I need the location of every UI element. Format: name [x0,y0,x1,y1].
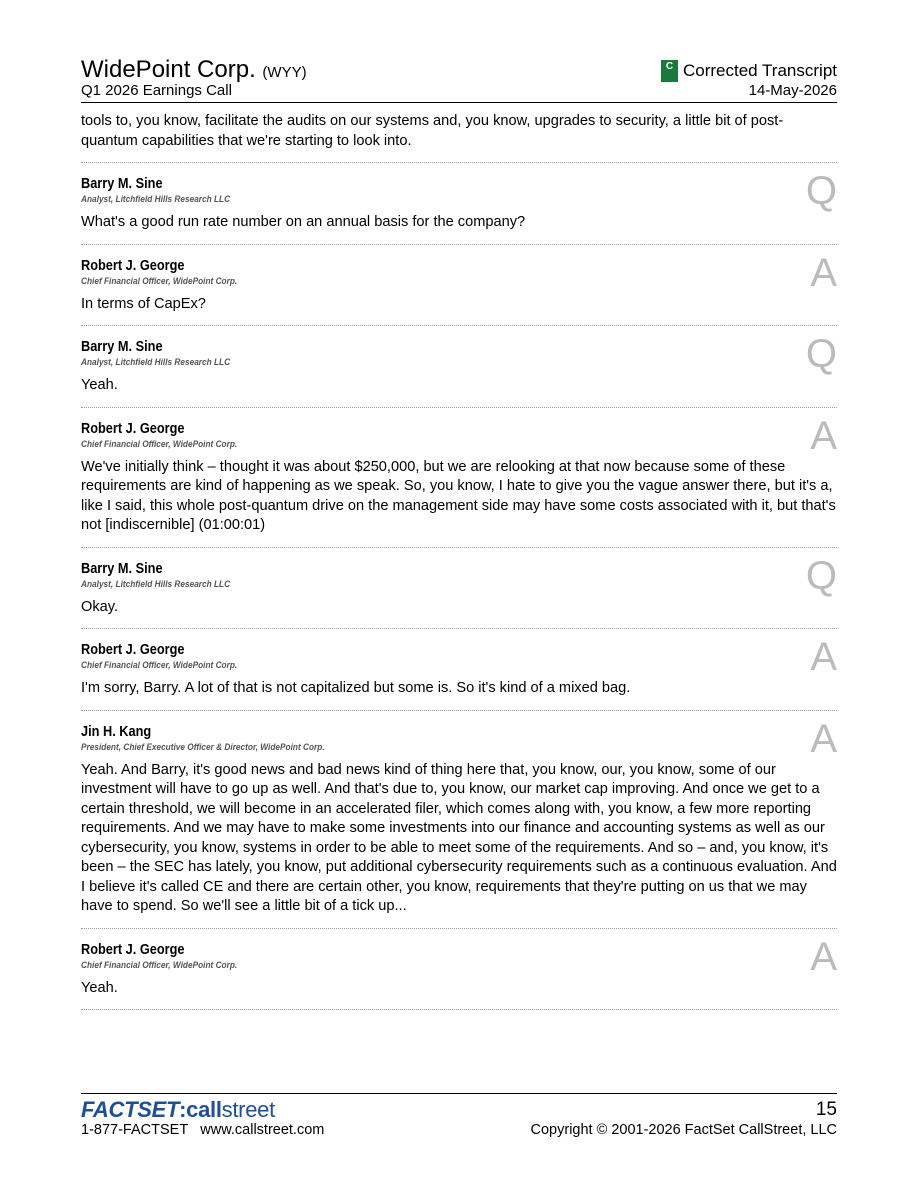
speaker-name: Robert J. George [81,642,185,658]
question-marker: Q [805,553,837,598]
call-date: 14-May-2026 [748,82,837,99]
section-divider [81,325,837,326]
section-divider [81,628,837,629]
speaker-name: Robert J. George [81,420,185,437]
qa-turn [81,934,837,999]
speaker-name: Barry M. Sine [81,560,163,577]
qa-turn [81,635,837,699]
speaker-name: Barry M. Sine [81,339,163,355]
page-header [81,56,837,102]
section-divider [81,547,837,548]
turn-text: Yeah. And Barry, it's good news and bad news kind of thing here that, you know, our, you know, some of our investment will have to go up as well. And that's due to, you know, our market cap improving. And once we get to a certain threshold, we will become in an accelerated filer, which comes along with, you know, a few more reporting requirements. And we may have to make some investments into our finance and accounting systems as well as our cybersecurity, you know, systems in order to be able to meet some of the requirements. And so – and, you know, it's been – the SEC has lately, you know, put additional cybersecurity requirements such as a continuous evaluation. And I believe it's called CE and there are certain other, you know, requirements that they're putting on us that we may have to spend. So we'll see a little bit of a tick up... [81,761,837,914]
answer-marker: A [810,413,837,458]
page-number: 15 [815,1099,837,1120]
speaker-role: Analyst, Litchfield Hills Research LLC [81,194,231,204]
speaker-name: Jin H. Kang [81,723,152,740]
factset-callstreet-logo [81,1098,275,1122]
turn-text: Yeah. [81,377,118,393]
answer-marker: A [810,934,837,979]
contact-line [81,1122,324,1139]
turn-text: What's a good run rate number on an annual basis for the company? [81,214,526,230]
question-marker: Q [805,332,837,376]
qa-turn [81,332,837,396]
page-footer [81,1093,837,1138]
website-link[interactable]: www.callstreet.com [200,1122,325,1138]
qa-turn [81,250,837,315]
qa-turn [81,413,837,536]
section-divider [81,710,837,711]
logo-factset: FACTSET [81,1097,180,1122]
header-divider [81,102,837,103]
speaker-role: Analyst, Litchfield Hills Research LLC [81,357,231,367]
ticker-symbol: (WYY) [262,64,307,81]
speaker-role: Analyst, Litchfield Hills Research LLC [81,578,231,589]
continued-paragraph: tools to, you know, facilitate the audits on our systems and, you know, upgrades to security, a little bit of post-quantum capabilities that we're starting to look into. [81,113,784,149]
logo-street: street [221,1097,275,1122]
corrected-transcript-icon: C [661,60,678,82]
qa-turn [81,553,837,618]
answer-marker: A [810,635,837,679]
turn-text: We've initially think – thought it was about $250,000, but we are relooking at that now because some of these requirements are kind of happening as we speak. So, you know, I hate to give you the vague answer there, but it's a, like I said, this whole post-quantum drive on the management side may have some costs associated with it, but that's not [indiscernible] (01:00:01) [81,458,836,533]
copyright-notice: Copyright © 2001-2026 FactSet CallStreet, LLC [530,1122,837,1138]
speaker-role: Chief Financial Officer, WidePoint Corp. [81,275,238,286]
transcript-type [661,60,837,82]
logo-colon: : [179,1097,187,1122]
logo-call: call [186,1097,222,1122]
answer-marker: A [810,250,837,295]
transcript-type-label: Corrected Transcript [683,61,837,80]
speaker-name: Robert J. George [81,941,185,958]
question-marker: Q [805,169,837,213]
turn-text: In terms of CapEx? [81,295,206,312]
section-divider [81,1009,837,1010]
speaker-role: Chief Financial Officer, WidePoint Corp. [81,438,238,449]
company-title: WidePoint Corp. [81,56,256,83]
answer-marker: A [810,716,837,761]
qa-turn [81,716,837,917]
event-title: Q1 2026 Earnings Call [81,82,232,99]
section-divider [81,244,837,245]
turn-text: I'm sorry, Barry. A lot of that is not capitalized but some is. So it's kind of a mixed bag. [81,680,631,696]
turn-text: Okay. [81,598,119,615]
speaker-role: Chief Financial Officer, WidePoint Corp. [81,660,238,670]
speaker-name: Barry M. Sine [81,176,163,192]
speaker-name: Robert J. George [81,257,185,274]
transcript-body [81,112,837,1022]
speaker-role: Chief Financial Officer, WidePoint Corp. [81,959,238,970]
footer-divider [81,1093,837,1094]
section-divider [81,162,837,163]
turn-text: Yeah. [81,979,118,996]
section-divider [81,407,837,408]
section-divider [81,928,837,929]
speaker-role: President, Chief Executive Officer & Director, WidePoint Corp. [81,741,325,752]
qa-turn [81,169,837,233]
phone-number: 1-877-FACTSET [81,1122,189,1138]
